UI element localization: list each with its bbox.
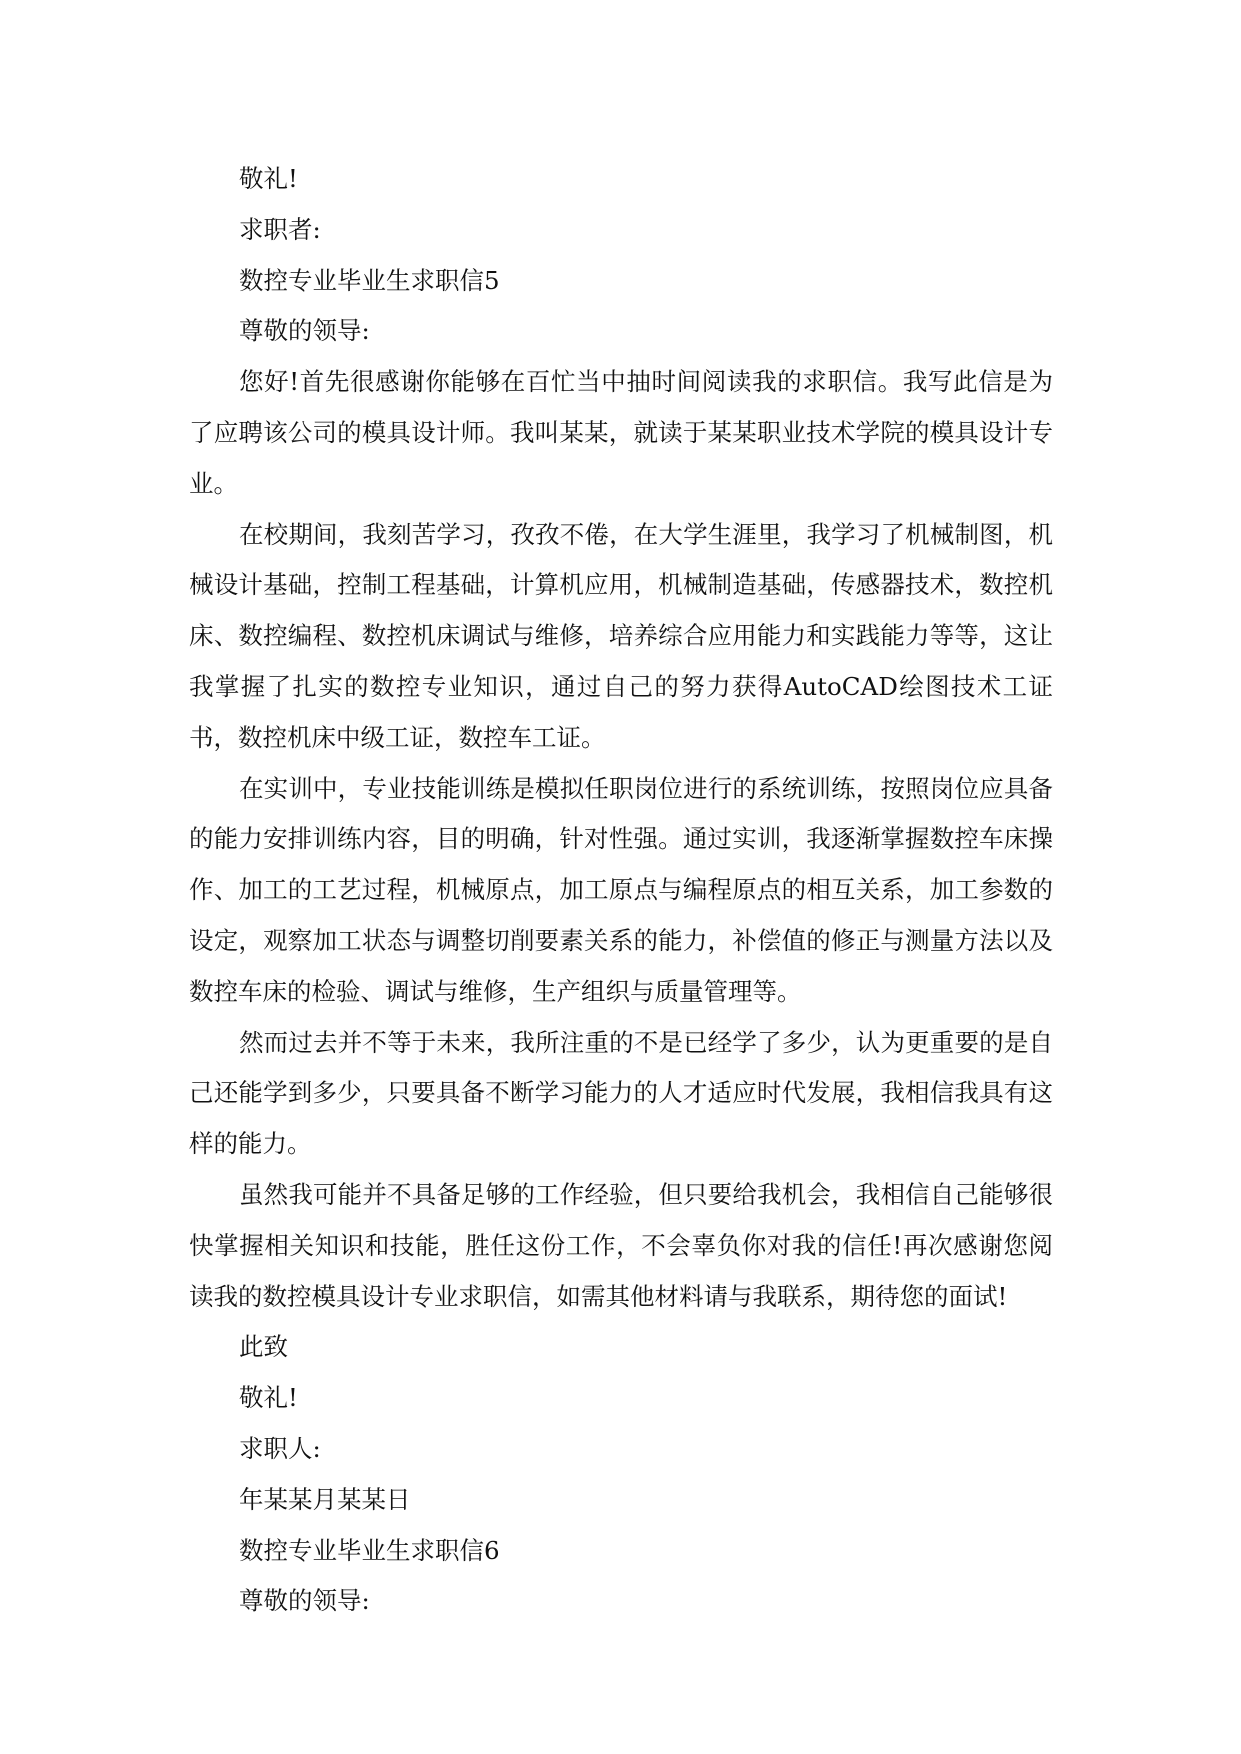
paragraph-education: 在校期间，我刻苦学习，孜孜不倦，在大学生涯里，我学习了机械制图，机械设计基础，控制工程基础，计算机应用，机械制造基础，传感器技术，数控机床、数控编程、数控机床调试与维修，培养综合应用能力和实践能力等等，这让我掌握了扎实的数控专业知识，通过自己的努力获得AutoCAD绘图技术工证书，数控机床中级工证，数控车工证。 [189, 519, 1053, 752]
closing-salute: 敬礼! [239, 1383, 298, 1413]
applicant-signature-label: 求职人: [239, 1433, 321, 1463]
paragraph-ability: 然而过去并不等于未来，我所注重的不是已经学了多少，认为更重要的是自己还能学到多少，只要具备不断学习能力的人才适应时代发展，我相信我具有这样的能力。 [189, 1027, 1053, 1159]
letter-body [189, 154, 1053, 1627]
salutation: 尊敬的领导: [239, 1586, 370, 1616]
closing-salute: 敬礼! [239, 164, 298, 193]
letter-title: 数控专业毕业生求职信5 [239, 265, 500, 295]
paragraph-intro: 您好!首先很感谢你能够在百忙当中抽时间阅读我的求职信。我写此信是为了应聘该公司的模具设计师。我叫某某，就读于某某职业技术学院的模具设计专业。 [189, 367, 1053, 498]
closing-phrase: 此致 [239, 1332, 288, 1362]
letter-title: 数控专业毕业生求职信6 [239, 1535, 500, 1565]
paragraph-training: 在实训中，专业技能训练是模拟任职岗位进行的系统训练，按照岗位应具备的能力安排训练内容，目的明确，针对性强。通过实训，我逐渐掌握数控车床操作、加工的工艺过程，机械原点，加工原点与编程原点的相互关系，加工参数的设定，观察加工状态与调整切削要素关系的能力，补偿值的修正与测量方法以及数控车床的检验、调试与维修，生产组织与质量管理等。 [189, 773, 1053, 1006]
salutation: 尊敬的领导: [239, 316, 370, 346]
paragraph-closing: 虽然我可能并不具备足够的工作经验，但只要给我机会，我相信自己能够很快掌握相关知识和技能，胜任这份工作，不会辜负你对我的信任!再次感谢您阅读我的数控模具设计专业求职信，如需其他材料请与我联系，期待您的面试! [189, 1179, 1053, 1311]
applicant-signature-label: 求职者: [239, 214, 321, 244]
letter-date: 年某某月某某日 [239, 1484, 411, 1514]
